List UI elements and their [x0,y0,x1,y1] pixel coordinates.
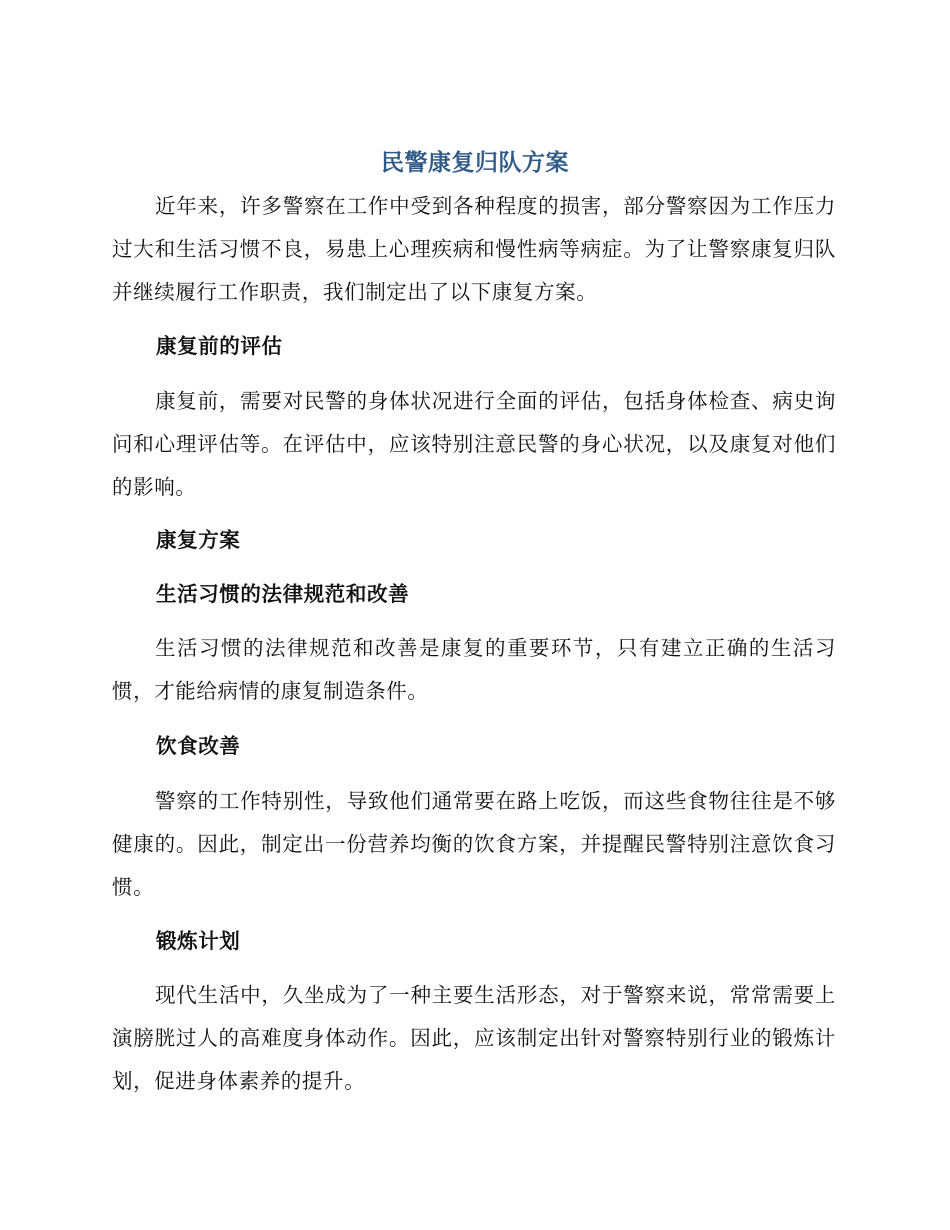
document-title: 民警康复归队方案 [381,150,569,176]
section-heading-assessment: 康复前的评估 [156,334,283,358]
assessment-paragraph: 康复前，需要对民警的身体状况进行全面的评估，包括身体检查、病史询问和心理评估等。在评估中，应该特别注意民警的身心状况，以及康复对他们的影响。 [112,389,836,499]
exercise-paragraph: 现代生活中，久坐成为了一种主要生活形态，对于警察来说，常常需要上演膀胱过人的高难度身体动作。因此，应该制定出针对警察特别行业的锻炼计划，促进身体素养的提升。 [112,983,836,1093]
subsection-heading-lifestyle: 生活习惯的法律规范和改善 [156,582,410,606]
lifestyle-paragraph: 生活习惯的法律规范和改善是康复的重要环节，只有建立正确的生活习惯，才能给病情的康复制造条件。 [112,636,836,703]
section-heading-plan: 康复方案 [156,528,241,552]
subsection-heading-diet: 饮食改善 [156,734,241,758]
diet-paragraph: 警察的工作特别性，导致他们通常要在路上吃饭，而这些食物往往是不够健康的。因此，制定出一份营养均衡的饮食方案，并提醒民警特别注意饮食习惯。 [112,789,836,899]
intro-paragraph: 近年来，许多警察在工作中受到各种程度的损害，部分警察因为工作压力过大和生活习惯不良，易患上心理疾病和慢性病等病症。为了让警察康复归队并继续履行工作职责，我们制定出了以下康复方案。 [112,194,836,304]
subsection-heading-exercise: 锻炼计划 [156,929,241,953]
